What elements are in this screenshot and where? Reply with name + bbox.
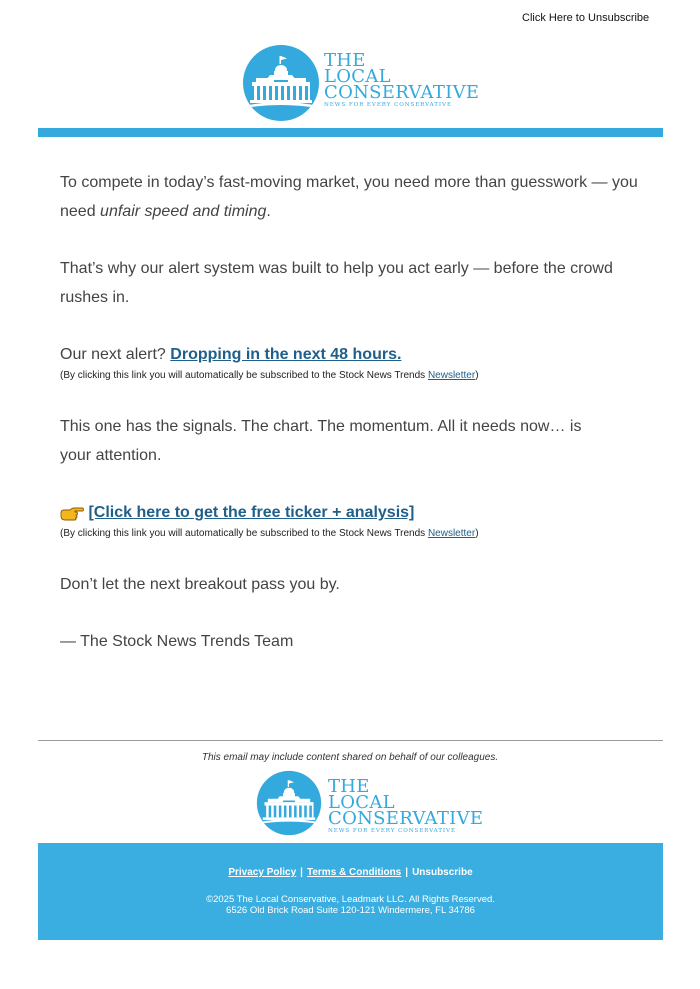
header-divider-bar [38,128,663,137]
brand-name-line2: LOCAL [324,66,391,87]
brand-tagline: NEWS FOR EVERY CONSERVATIVE [328,828,456,834]
white-house-logo-icon [256,770,322,836]
newsletter-link[interactable]: Newsletter [427,370,476,381]
cta-row [60,498,414,527]
paragraph-next-alert: Our next alert? Dropping in the next 48 hours. [60,346,402,363]
footer-links [38,867,663,878]
paragraph-signals: This one has the signals. The chart. The momentum. All it needs now… is your attention. [60,418,582,464]
footer-divider [38,740,663,741]
brand-tagline: NEWS FOR EVERY CONSERVATIVE [324,102,452,108]
brand-name-line1: THE [328,776,370,797]
white-house-logo-icon [242,44,320,122]
brand-wordmark [328,776,484,836]
terms-link[interactable]: Terms & Conditions [306,867,402,878]
link-separator: | [405,867,409,878]
signature: — The Stock News Trends Team [60,633,294,650]
address-text: 6526 Old Brick Road Suite 120-121 Windermere, FL 34786 [226,905,475,916]
footer-panel [38,843,663,940]
newsletter-link[interactable]: Newsletter [427,528,476,539]
unsubscribe-top-link[interactable]: Click Here to Unsubscribe [522,12,650,24]
paragraph-intro: To compete in today’s fast-moving market, you need more than guesswork — you need unfair speed and timing. [60,174,638,220]
copyright-text: ©2025 The Local Conservative, Leadmark LLC. All Rights Reserved. [206,894,495,905]
brand-name-line1: THE [324,50,366,71]
brand-wordmark [324,50,480,110]
link-separator: | [300,867,303,878]
subscribe-disclaimer: (By clicking this link you will automatically be subscribed to the Stock News Trends Newsletter) [60,370,479,381]
paragraph-alert-system: That’s why our alert system was built to help you act early — before the crowd rushes in. [60,260,613,306]
paragraph-breakout: Don’t let the next breakout pass you by. [60,576,340,593]
brand-name-line3: CONSERVATIVE [328,808,484,829]
pointing-hand-icon [60,505,84,521]
shared-content-note: This email may include content shared on behalf of our colleagues. [201,752,499,763]
unsubscribe-footer-link[interactable]: Unsubscribe [412,867,473,878]
privacy-policy-link[interactable]: Privacy Policy [228,867,297,878]
subscribe-disclaimer: (By clicking this link you will automatically be subscribed to the Stock News Trends Newsletter) [60,528,479,539]
emphasis-text: unfair speed and timing [100,203,267,220]
brand-name-line3: CONSERVATIVE [324,82,480,103]
next-alert-link[interactable]: Dropping in the next 48 hours. [170,346,402,363]
free-ticker-cta-link[interactable]: [Click here to get the free ticker + analysis] [88,504,415,521]
brand-name-line2: LOCAL [328,792,395,813]
copyright-block [38,894,663,916]
